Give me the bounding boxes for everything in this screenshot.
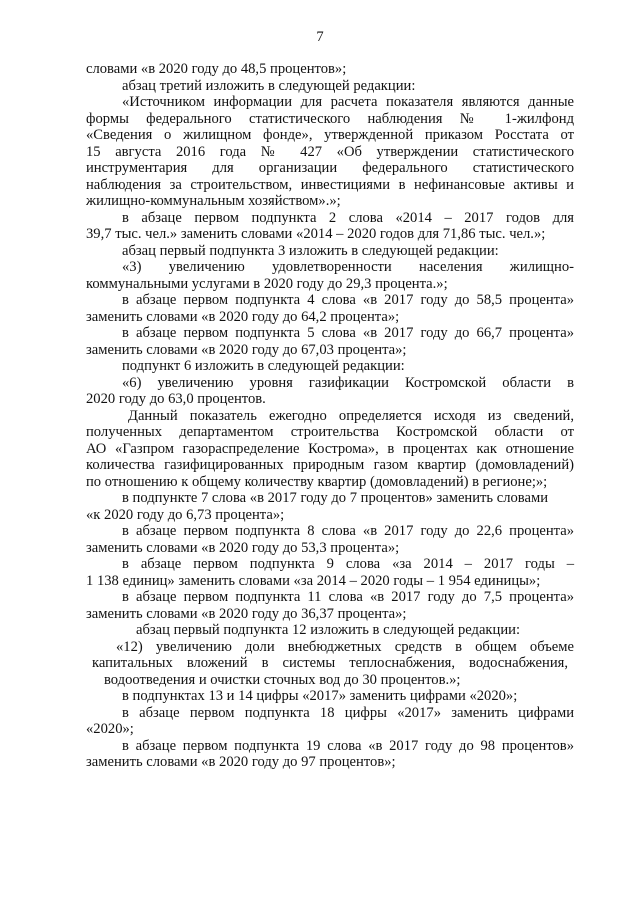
text-line: Данный показатель ежегодно определяется исходя из сведений, [128,407,574,424]
text-line: заменить словами «в 2020 году до 53,3 процента»; [86,539,400,556]
text-line: «6) увеличению уровня газификации Костромской области в [122,374,574,391]
text-line: в абзаце первом подпункта 9 слова «за 2014 – 2017 годы – [122,556,574,572]
text-line: наблюдения за строительством, инвестициями в нефинансовые активы и [86,176,574,193]
text-line: в подпунктах 13 и 14 цифры «2017» заменить цифрами «2020»; [122,688,518,704]
text-line: в абзаце первом подпункта 8 слова «в 2017 году до 22,6 процента» [122,523,574,539]
text-line: полученных департаментом строительства Костромской области от [86,424,574,440]
text-line: 15 августа 2016 года № 427 «Об утверждении статистического [86,143,574,160]
text-line: абзац третий изложить в следующей редакции: [122,77,416,94]
text-line: в абзаце первом подпункта 4 слова «в 2017 году до 58,5 процента» [122,292,574,308]
text-line: жилищно-коммунальным хозяйством».»; [86,193,341,209]
text-line: заменить словами «в 2020 году до 97 процентов»; [86,754,396,770]
text-line: абзац первый подпункта 12 изложить в следующей редакции: [136,622,520,638]
text-line: 2020 году до 63,0 процентов. [86,391,266,407]
text-line: абзац первый подпункта 3 изложить в следующей редакции: [122,242,499,259]
text-line: в абзаце первом подпункта 5 слова «в 2017 году до 66,7 процента» [122,325,574,341]
text-line: «12) увеличению доли внебюджетных средств в общем объеме [116,638,574,655]
text-line: «к 2020 году до 6,73 процента»; [86,506,285,523]
text-line: по отношению к общему количеству квартир (домовладений) в регионе;»; [86,473,548,490]
text-line: водоотведения и очистки сточных вод до 30 процентов.»; [104,671,461,688]
text-line: 39,7 тыс. чел.» заменить словами «2014 – 2020 годов для 71,86 тыс. чел.»; [86,226,546,242]
text-line: в абзаце первом подпункта 18 цифры «2017» заменить цифрами [122,704,574,721]
text-line: инструментария для организации федерального статистического [86,160,574,176]
text-line: «3) увеличению удовлетворенности населения жилищно- [122,259,574,275]
document-body [86,61,574,771]
text-line: коммунальными услугами в 2020 году до 29,3 процента.»; [86,275,448,292]
text-line: подпункт 6 изложить в следующей редакции: [122,358,405,374]
text-line: словами «в 2020 году до 48,5 процентов»; [86,61,347,77]
text-line: в абзаце первом подпункта 2 слова «2014 – 2017 годов для [122,209,574,226]
text-line: количества газифицированных природным газом квартир (домовладений) [86,457,574,473]
text-line: заменить словами «в 2020 году до 67,03 процента»; [86,341,407,358]
text-line: формы федерального статистического наблюдения № 1-жилфонд [86,110,574,127]
text-line: заменить словами «в 2020 году до 36,37 процента»; [86,605,407,622]
text-line: в подпункте 7 слова «в 2017 году до 7 процентов» заменить словами [122,490,549,506]
text-line: капитальных вложений в системы теплоснабжения, водоснабжения, [92,655,568,671]
text-line: в абзаце первом подпункта 11 слова «в 2017 году до 7,5 процента» [122,589,574,605]
text-line: АО «Газпром газораспределение Кострома», в процентах как отношение [86,440,574,457]
text-line: «Сведения о жилищном фонде», утвержденной приказом Росстата от [86,127,574,143]
page-number: 7 [316,29,324,45]
text-line: в абзаце первом подпункта 19 слова «в 2017 году до 98 процентов» [122,737,574,754]
text-line: 1 138 единиц» заменить словами «за 2014 – 2020 годы – 1 954 единицы»; [86,572,541,589]
text-line: «2020»; [86,721,134,737]
text-line: «Источником информации для расчета показателя являются данные [122,94,574,110]
text-line: заменить словами «в 2020 году до 64,2 процента»; [86,308,400,325]
